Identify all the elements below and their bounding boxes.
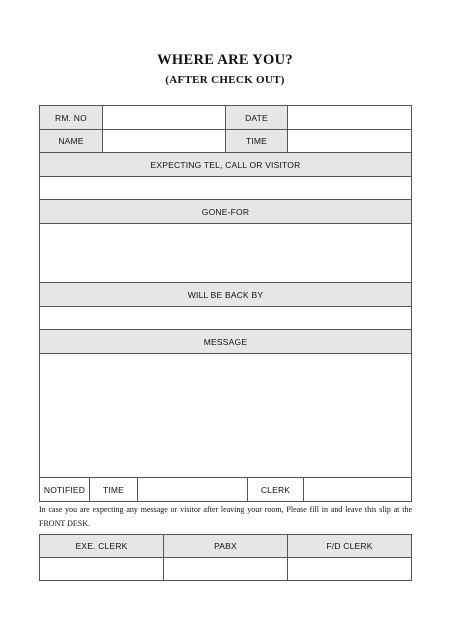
exe-clerk-field[interactable]	[40, 558, 164, 580]
form-subtitle: (AFTER CHECK OUT)	[165, 74, 285, 86]
clerk-table	[39, 534, 412, 581]
notified-label: NOTIFIED	[40, 478, 90, 501]
notified-row	[40, 478, 411, 502]
message-form	[39, 105, 412, 502]
gone-for-row	[40, 224, 411, 283]
rm-no-field[interactable]	[103, 106, 226, 129]
notified-time-label: TIME	[90, 478, 138, 501]
gone-for-field[interactable]	[40, 224, 411, 282]
back-by-row	[40, 307, 411, 330]
instruction-note: In case you are expecting any message or visitor after leaving your room, Please fill in and leave this slip at the FRONT DESK.	[39, 505, 412, 528]
time-label: TIME	[226, 130, 288, 152]
date-label: DATE	[226, 106, 288, 129]
message-field[interactable]	[40, 354, 411, 477]
date-field[interactable]	[288, 106, 411, 129]
name-time-row	[40, 130, 411, 153]
message-row	[40, 354, 411, 478]
expecting-field[interactable]	[40, 177, 411, 199]
name-field[interactable]	[103, 130, 226, 152]
exe-clerk-label: EXE. CLERK	[40, 535, 164, 557]
time-field[interactable]	[288, 130, 411, 152]
notified-time-field[interactable]	[138, 478, 248, 501]
clerk-label: CLERK	[248, 478, 304, 501]
back-by-header-row	[40, 283, 411, 307]
expecting-label: EXPECTING TEL, CALL OR VISITOR	[40, 153, 411, 176]
pabx-label: PABX	[164, 535, 288, 557]
message-label: MESSAGE	[40, 330, 411, 353]
clerk-header-row	[40, 535, 411, 558]
form-title: WHERE ARE YOU?	[157, 52, 293, 68]
gone-for-header-row	[40, 200, 411, 224]
room-date-row	[40, 106, 411, 130]
name-label: NAME	[40, 130, 103, 152]
pabx-field[interactable]	[164, 558, 288, 580]
back-by-field[interactable]	[40, 307, 411, 329]
clerk-entry-row	[40, 558, 411, 581]
message-header-row	[40, 330, 411, 354]
expecting-row	[40, 177, 411, 200]
expecting-header-row	[40, 153, 411, 177]
gone-for-label: GONE-FOR	[40, 200, 411, 223]
rm-no-label: RM. NO	[40, 106, 103, 129]
clerk-field[interactable]	[304, 478, 411, 501]
fd-clerk-field[interactable]	[288, 558, 411, 580]
fd-clerk-label: F/D CLERK	[288, 535, 411, 557]
back-by-label: WILL BE BACK BY	[40, 283, 411, 306]
